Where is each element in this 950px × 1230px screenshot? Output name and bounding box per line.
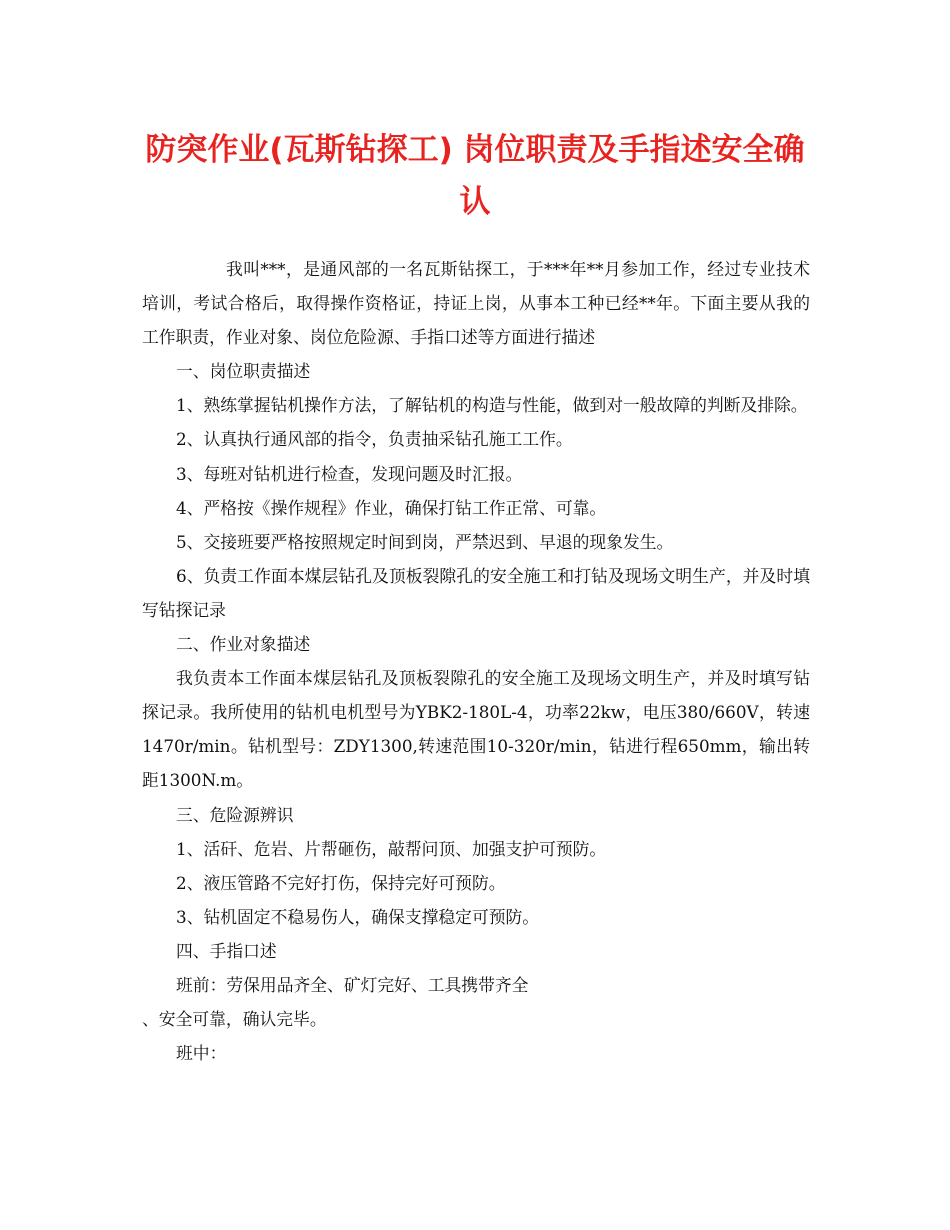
hazard-item: 3、钻机固定不稳易伤人，确保支撑稳定可预防。 <box>176 906 540 927</box>
section-heading-duties: 一、岗位职责描述 <box>176 361 311 382</box>
before-shift-continuation: 、安全可靠，确认完毕。 <box>142 1009 327 1030</box>
hazard-item: 2、液压管路不完好打伤，保持完好可预防。 <box>176 872 506 893</box>
duty-item: 5、交接班要严格按照规定时间到岗，严禁迟到、早退的现象发生。 <box>176 531 674 552</box>
section-heading-finger-oral: 四、手指口述 <box>176 940 277 961</box>
duty-item: 1、熟练掌握钻机操作方法，了解钻机的构造与性能，做到对一般故障的判断及排除。 <box>176 395 808 416</box>
document-title: 防突作业(瓦斯钻探工) 岗位职责及手指述安全确认 <box>145 132 805 220</box>
duty-item: 3、每班对钻机进行检查，发现问题及时汇报。 <box>176 463 523 484</box>
during-shift-line: 班中： <box>176 1043 227 1064</box>
before-shift-line: 班前：劳保用品齐全、矿灯完好、工具携带齐全 <box>176 974 529 995</box>
document-body <box>142 252 810 1070</box>
duty-item: 6、负责工作面本煤层钻孔及顶板裂隙孔的安全施工和打钻及现场文明生产，并及时填写钻探记录 <box>142 565 810 620</box>
intro-paragraph: 我叫***，是通风部的一名瓦斯钻探工，于***年**月参加工作，经过专业技术培训，考试合格后，取得操作资格证，持证上岗，从事本工种已经**年。下面主要从我的工作职责，作业对象、岗位危险源、手指口述等方面进行描述 <box>142 259 810 348</box>
section-heading-hazards: 三、危险源辨识 <box>176 804 294 825</box>
duty-item: 4、严格按《操作规程》作业，确保打钻工作正常、可靠。 <box>176 497 607 518</box>
hazard-item: 1、活矸、危岩、片帮砸伤，敲帮问顶、加强支护可预防。 <box>176 838 607 859</box>
duty-item: 2、认真执行通风部的指令，负责抽采钻孔施工工作。 <box>176 429 573 450</box>
section-heading-work-object: 二、作业对象描述 <box>176 634 311 655</box>
work-object-paragraph: 我负责本工作面本煤层钻孔及顶板裂隙孔的安全施工及现场文明生产，并及时填写钻探记录。我所使用的钻机电机型号为YBK2-180L-4，功率22kw，电压380/660V，转速1470r/min。钻机型号：ZDY1300,转速范围10-320r/min，钻进行程650mm，输出转距1300N.m。 <box>142 668 810 791</box>
